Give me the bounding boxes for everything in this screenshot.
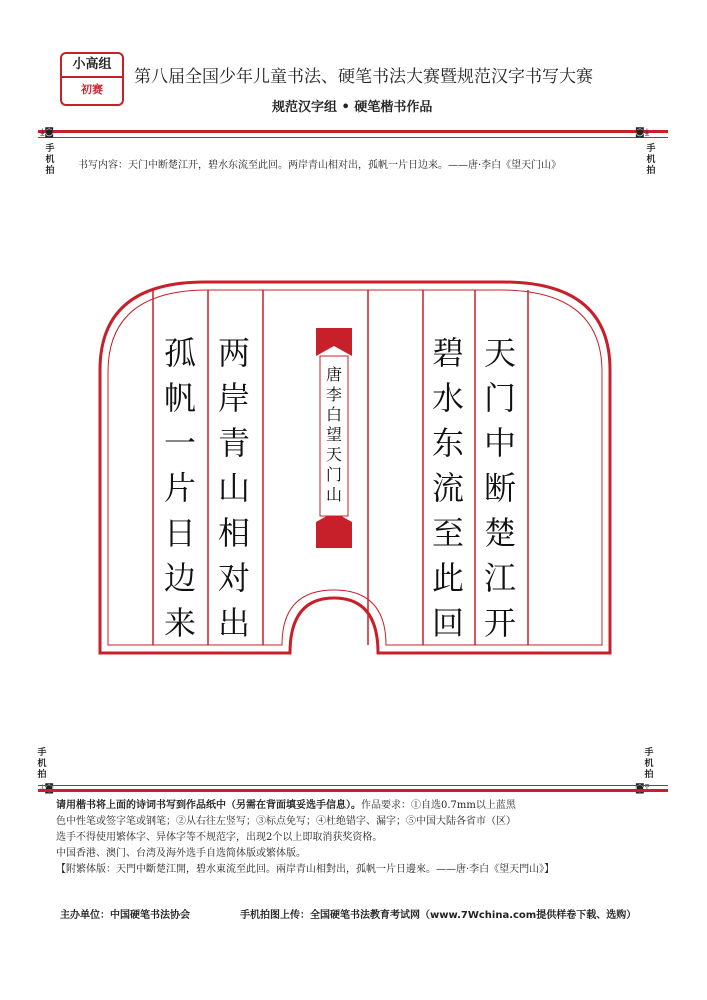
instructions-line3: 选手不得使用繁体字、异体字等不规范字，出现2个以上即取消获奖资格。 (56, 832, 383, 843)
text-column-2 (432, 334, 464, 642)
instructions-line2: 色中性笔或签字笔或钢笔；②从右往左竖写；③标点免写；④杜绝错字、漏字；⑤中国大陆各省市（区） (56, 816, 516, 827)
phone-shoot-note-right: 手机拍 (646, 144, 656, 176)
instructions-line1: 作品要求：①自选0.7mm以上蓝黑 (361, 800, 516, 811)
calligraphy-char: 岸 (217, 379, 251, 417)
calligraphy-char: 水 (431, 379, 465, 417)
calligraphy-char: 出 (217, 604, 251, 642)
calligraphy-char: 至 (431, 514, 465, 552)
signature-char: 天 (325, 445, 343, 464)
page-subtitle: 规范汉字组 • 硬笔楷书作品 (272, 100, 433, 115)
calligraphy-char: 相 (217, 514, 251, 552)
calligraphy-char: 片 (163, 469, 197, 507)
bottom-rule-thick (38, 789, 668, 792)
bottom-rule-thin (38, 785, 668, 786)
text-column-3 (218, 334, 250, 642)
signature-text (326, 365, 342, 504)
calligraphy-char: 东 (431, 424, 465, 462)
organizer: 主办单位：中国硬笔书法协会 (60, 910, 190, 921)
calligraphy-char: 来 (163, 604, 197, 642)
instructions (56, 798, 676, 878)
calligraphy-char: 回 (431, 604, 465, 642)
calligraphy-char: 此 (431, 559, 465, 597)
phone-shoot-note-left-bottom: 手机拍 (37, 748, 47, 780)
calligraphy-char: 江 (483, 559, 517, 597)
calligraphy-char: 日 (163, 514, 197, 552)
calligraphy-char: 流 (431, 469, 465, 507)
calligraphy-char: 孤 (163, 334, 197, 372)
group-label: 小高组 (62, 54, 122, 78)
camera-icon: ◙⤓ (635, 127, 650, 138)
calligraphy-char: 两 (217, 334, 251, 372)
signature-char: 白 (325, 405, 343, 424)
calligraphy-char: 对 (217, 559, 251, 597)
calligraphy-char: 断 (483, 469, 517, 507)
phone-shoot-note-right-bottom: 手机拍 (644, 748, 654, 780)
instructions-line4: 中国香港、澳门、台湾及海外选手自选简体版或繁体版。 (56, 848, 306, 859)
calligraphy-char: 碧 (431, 334, 465, 372)
calligraphy-char: 边 (163, 559, 197, 597)
calligraphy-char: 楚 (483, 514, 517, 552)
signature-char: 李 (325, 385, 343, 404)
signature-char: 唐 (325, 365, 343, 384)
calligraphy-char: 青 (217, 424, 251, 462)
writing-content: 书写内容：天门中断楚江开，碧水东流至此回。两岸青山相对出，孤帆一片日边来。——唐·李白《望天门山》 (78, 160, 562, 171)
page-title: 第八届全国少年儿童书法、硬笔书法大赛暨规范汉字书写大赛 (134, 67, 593, 87)
instructions-line5: 【附繁体版：天門中斷楚江開，碧水東流至此回。兩岸青山相對出，孤帆一片日邊來。——唐·李白《望天門山》】 (56, 864, 555, 875)
calligraphy-char: 开 (483, 604, 517, 642)
signature-char: 山 (325, 485, 343, 504)
instructions-lead: 请用楷书将上面的诗词书写到作品纸中（另需在背面填妥选手信息）。 (56, 800, 361, 811)
calligraphy-char: 帆 (163, 379, 197, 417)
calligraphy-char: 一 (163, 424, 197, 462)
signature-char: 望 (325, 425, 343, 444)
text-column-4 (164, 334, 196, 642)
calligraphy-char: 门 (483, 379, 517, 417)
calligraphy-char: 山 (217, 469, 251, 507)
text-column-1 (484, 334, 516, 642)
camera-icon: ⤓◙ (40, 127, 55, 138)
calligraphy-char: 天 (483, 334, 517, 372)
phone-shoot-note-left: 手机拍 (45, 144, 55, 176)
signature-char: 门 (325, 465, 343, 484)
calligraphy-char: 中 (483, 424, 517, 462)
stage-label: 初赛 (81, 83, 103, 96)
upload-note: 手机拍图上传：全国硬笔书法教育考试网（www.7Wchina.com提供样卷下载、选购） (240, 910, 637, 921)
